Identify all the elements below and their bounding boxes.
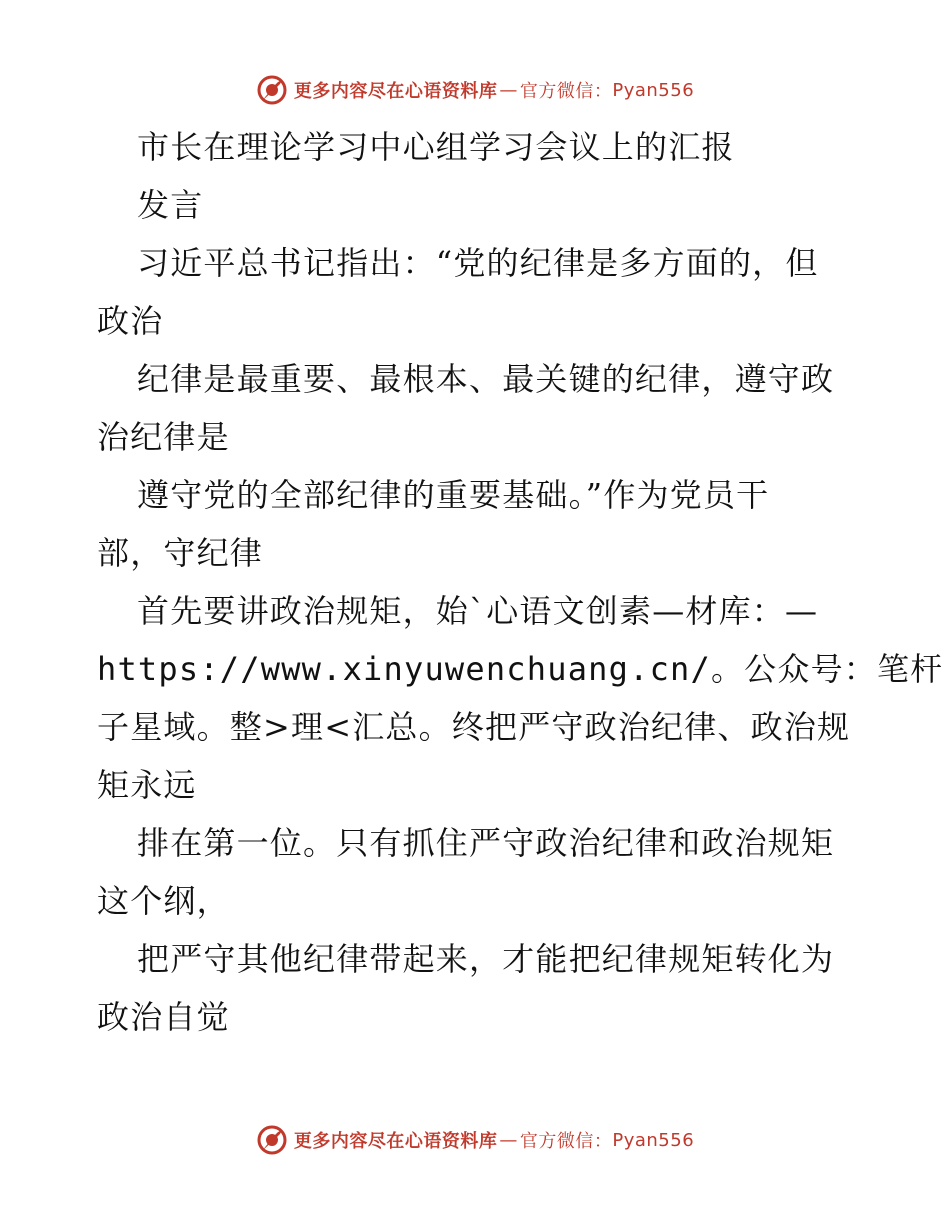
- paragraph-line: 排在第一位。只有抓住严守政治纪律和政治规矩: [137, 824, 835, 862]
- quill-seal-icon: [256, 1124, 288, 1156]
- watermark-handle: Pyan556: [612, 1129, 695, 1151]
- quill-seal-icon: [256, 74, 288, 106]
- watermark-site-text: 更多内容尽在心语资料库: [293, 81, 498, 102]
- document-title-line: 发言: [137, 186, 204, 224]
- paragraph-line: 习近平总书记指出：“党的纪律是多方面的，但: [137, 244, 819, 282]
- watermark-handle: Pyan556: [612, 79, 695, 101]
- paragraph-line: 把严守其他纪律带起来，才能把纪律规矩转化为: [137, 940, 835, 978]
- watermark-separator: —: [499, 79, 518, 101]
- document-body: [97, 118, 944, 1046]
- paragraph-line: 纪律是最重要、最根本、最关键的纪律，遵守政: [137, 360, 835, 398]
- footer-watermark: [0, 1120, 950, 1160]
- document-title-line: 市长在理论学习中心组学习会议上的汇报: [137, 128, 735, 166]
- watermark-wechat-label: 官方微信：: [519, 1131, 613, 1152]
- watermark-site-text: 更多内容尽在心语资料库: [293, 1131, 498, 1152]
- paragraph-line: 政治: [97, 302, 164, 340]
- paragraph-line: 治纪律是: [97, 418, 230, 456]
- paragraph-line-url: https://www.xinyuwenchuang.cn/。公众号：笔杆: [97, 650, 944, 688]
- paragraph-line: 这个纲，: [97, 882, 230, 920]
- paragraph-line: 部，守纪律: [97, 534, 264, 572]
- paragraph-line: 矩永远: [97, 766, 197, 804]
- paragraph-line: 首先要讲政治规矩，始`心语文创素—材库：—: [137, 592, 819, 630]
- watermark-separator: —: [499, 1129, 518, 1151]
- paragraph-line: 遵守党的全部纪律的重要基础。”作为党员干: [137, 476, 770, 514]
- header-watermark: [0, 70, 950, 110]
- paragraph-line: 政治自觉: [97, 998, 230, 1036]
- paragraph-line: 子星域。整>理<汇总。终把严守政治纪律、政治规: [97, 708, 851, 746]
- watermark-wechat-label: 官方微信：: [519, 81, 613, 102]
